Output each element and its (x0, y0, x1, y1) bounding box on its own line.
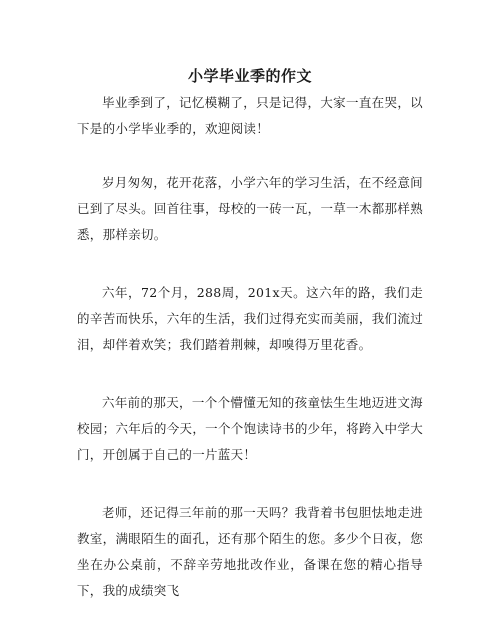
document-body (77, 90, 423, 636)
paragraph-3: 六年，72个月，288周，201x天。这六年的路，我们走的辛苦而快乐，六年的生活，我们过得充实而美丽，我们流过泪，却伴着欢笑；我们踏着荆棘，却嗅得万里花香。 (77, 285, 423, 352)
document-title: 小学毕业季的作文 (187, 67, 312, 85)
paragraph-1: 毕业季到了，记忆模糊了，只是记得，大家一直在哭，以下是的小学毕业季的，欢迎阅读！ (77, 95, 423, 136)
paragraph-2: 岁月匆匆，花开花落，小学六年的学习生活，在不经意间已到了尽头。回首往事，母校的一砖一瓦，一草一木都那样熟悉，那样亲切。 (77, 175, 423, 242)
paragraph-5: 老师，还记得三年前的那一天吗？我背着书包胆怯地走进教室，满眼陌生的面孔，还有那个陌生的您。多少个日夜，您坐在办公桌前，不辞辛劳地批改作业，备课在您的精心指导下，我的成绩突飞 (77, 505, 423, 598)
paragraph-4: 六年前的那天，一个个懵懂无知的孩童怯生生地迈进文海校园；六年后的今天，一个个饱读诗书的少年，将跨入中学大门，开创属于自己的一片蓝天！ (77, 395, 423, 462)
